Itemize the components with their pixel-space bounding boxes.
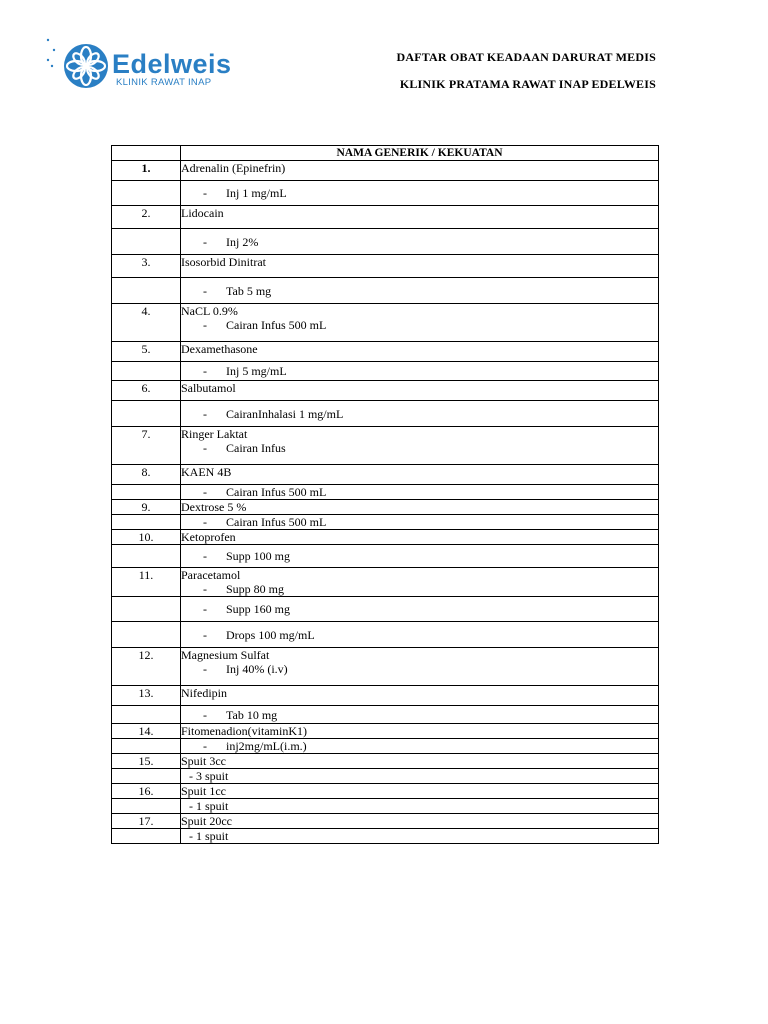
medicine-name: Ketoprofen <box>181 530 236 544</box>
table-row <box>112 381 659 401</box>
medicine-name: Dexamethasone <box>181 342 258 356</box>
medicine-strength <box>181 364 658 378</box>
row-number: 12. <box>112 648 181 686</box>
row-number: 11. <box>112 568 181 597</box>
table-row <box>112 706 659 724</box>
strength-text: Tab 5 mg <box>226 283 272 298</box>
strength-text: Inj 5 mg/mL <box>226 364 287 378</box>
bullet-dash: - <box>203 186 207 200</box>
bullet-dash: - <box>203 602 207 616</box>
table-row <box>112 545 659 568</box>
medicine-name: Adrenalin (Epinefrin) <box>181 161 286 175</box>
header-generic-name: NAMA GENERIK / KEKUATAN <box>181 146 659 161</box>
medicine-strength <box>181 318 658 332</box>
clinic-logo <box>44 36 234 96</box>
medicine-cell <box>181 427 659 465</box>
row-number <box>112 362 181 381</box>
table-row <box>112 181 659 206</box>
row-number: 9. <box>112 500 181 515</box>
row-number <box>112 278 181 304</box>
table-row <box>112 568 659 597</box>
table-row <box>112 724 659 739</box>
medicine-name: Salbutamol <box>181 381 236 395</box>
medicine-strength <box>181 662 658 676</box>
row-number <box>112 706 181 724</box>
table-row <box>112 161 659 181</box>
medicine-name: Spuit 1cc <box>181 784 226 798</box>
row-number <box>112 597 181 622</box>
bullet-dash: - <box>203 549 207 563</box>
header-number-cell <box>112 146 181 161</box>
medicine-cell <box>181 342 659 362</box>
table-row <box>112 304 659 342</box>
strength-text: Cairan Infus 500 mL <box>226 485 327 499</box>
medicine-name: Dextrose 5 % <box>181 500 247 514</box>
medicine-cell <box>181 706 659 724</box>
medicine-cell <box>181 304 659 342</box>
table-row <box>112 769 659 784</box>
table-row <box>112 597 659 622</box>
clinic-name-title: KLINIK PRATAMA RAWAT INAP EDELWEIS <box>399 77 656 91</box>
strength-text: Cairan Infus 500 mL <box>226 318 327 332</box>
medicine-name: Spuit 20cc <box>181 814 232 828</box>
medicine-cell <box>181 799 659 814</box>
table-row <box>112 500 659 515</box>
row-number <box>112 739 181 754</box>
medicine-cell <box>181 181 659 206</box>
table-row <box>112 799 659 814</box>
table-row <box>112 278 659 304</box>
medicine-strength <box>181 739 658 753</box>
medicine-cell <box>181 465 659 485</box>
row-number <box>112 229 181 255</box>
table-row <box>112 784 659 799</box>
medicine-strength <box>181 582 658 596</box>
strength-text: Supp 80 mg <box>226 582 285 596</box>
medicine-cell <box>181 206 659 229</box>
medicine-cell <box>181 485 659 500</box>
bullet-dash: - <box>203 283 207 298</box>
row-number <box>112 515 181 530</box>
medicine-strength <box>181 708 658 722</box>
strength-text: Tab 10 mg <box>226 707 278 722</box>
table-row <box>112 342 659 362</box>
row-number: 3. <box>112 255 181 278</box>
medicine-cell <box>181 597 659 622</box>
medicine-name: Lidocain <box>181 206 224 220</box>
bullet-dash: - <box>203 662 207 676</box>
bullet-dash: - <box>203 582 207 596</box>
strength-text: - 1 spuit <box>189 799 229 813</box>
medicine-name: Nifedipin <box>181 686 227 700</box>
medicine-name: Magnesium Sulfat <box>181 648 270 662</box>
row-number: 6. <box>112 381 181 401</box>
table-row <box>112 515 659 530</box>
medicine-cell <box>181 829 659 844</box>
table-row <box>112 530 659 545</box>
bullet-dash: - <box>203 234 207 249</box>
bullet-dash: - <box>203 515 207 529</box>
strength-text: Drops 100 mg/mL <box>226 627 315 642</box>
medicine-cell <box>181 739 659 754</box>
row-number <box>112 829 181 844</box>
medicine-cell <box>181 530 659 545</box>
medicine-cell <box>181 814 659 829</box>
bullet-dash: - <box>203 406 207 421</box>
medicine-strength <box>181 235 658 249</box>
strength-text: inj2mg/mL(i.m.) <box>226 739 307 753</box>
medicine-cell <box>181 515 659 530</box>
medicine-name: Fitomenadion(vitaminK1) <box>181 724 307 738</box>
table-row <box>112 754 659 769</box>
row-number <box>112 622 181 648</box>
medicine-cell <box>181 401 659 427</box>
bullet-dash: - <box>203 364 207 378</box>
medicine-strength <box>181 515 658 529</box>
medicine-name: Spuit 3cc <box>181 754 226 768</box>
logo-subtitle: KLINIK RAWAT INAP <box>116 77 212 88</box>
strength-text: Supp 160 mg <box>226 602 291 616</box>
medicine-cell <box>181 500 659 515</box>
bullet-dash: - <box>203 441 207 455</box>
table-row <box>112 622 659 648</box>
medicine-name: KAEN 4B <box>181 465 232 479</box>
medicine-cell <box>181 754 659 769</box>
emergency-medicine-table <box>111 145 659 844</box>
row-number <box>112 769 181 784</box>
table-row <box>112 465 659 485</box>
table-row <box>112 814 659 829</box>
row-number: 1. <box>112 161 181 181</box>
medicine-cell <box>181 769 659 784</box>
row-number <box>112 485 181 500</box>
document-title: DAFTAR OBAT KEADAAN DARURAT MEDIS <box>396 50 656 64</box>
table-row <box>112 739 659 754</box>
row-number: 7. <box>112 427 181 465</box>
medicine-name: Isosorbid Dinitrat <box>181 255 266 269</box>
medicine-cell <box>181 381 659 401</box>
medicine-strength <box>181 186 658 200</box>
medicine-cell <box>181 278 659 304</box>
medicine-strength <box>181 769 658 783</box>
medicine-strength <box>181 441 658 455</box>
medicine-cell <box>181 255 659 278</box>
row-number: 16. <box>112 784 181 799</box>
medicine-strength <box>181 602 658 616</box>
strength-text: - 1 spuit <box>189 829 229 843</box>
medicine-strength <box>181 284 658 298</box>
medicine-name: Paracetamol <box>181 568 241 582</box>
table-row <box>112 255 659 278</box>
table-row <box>112 362 659 381</box>
table-row <box>112 829 659 844</box>
medicine-cell <box>181 622 659 648</box>
row-number <box>112 799 181 814</box>
logo-brand-text: Edelweis <box>112 49 232 79</box>
table-row <box>112 229 659 255</box>
medicine-cell <box>181 686 659 706</box>
row-number: 8. <box>112 465 181 485</box>
table-row <box>112 485 659 500</box>
medicine-cell <box>181 545 659 568</box>
medicine-strength <box>181 628 658 642</box>
row-number: 17. <box>112 814 181 829</box>
medicine-cell <box>181 648 659 686</box>
row-number <box>112 181 181 206</box>
medicine-cell <box>181 784 659 799</box>
bullet-dash: - <box>203 318 207 332</box>
medicine-cell <box>181 161 659 181</box>
medicine-name: NaCL 0.9% <box>181 304 238 318</box>
strength-text: - 3 spuit <box>189 769 229 783</box>
row-number: 15. <box>112 754 181 769</box>
edelweis-flower-logo-icon <box>44 36 114 96</box>
strength-text: Inj 1 mg/mL <box>226 186 287 200</box>
table-row <box>112 401 659 427</box>
strength-text: Inj 40% (i.v) <box>226 662 288 676</box>
row-number: 10. <box>112 530 181 545</box>
bullet-dash: - <box>203 485 207 499</box>
table-header-row <box>112 146 659 161</box>
table-row <box>112 206 659 229</box>
medicine-cell <box>181 724 659 739</box>
medicine-strength <box>181 829 658 843</box>
table-row <box>112 686 659 706</box>
row-number <box>112 401 181 427</box>
row-number: 5. <box>112 342 181 362</box>
table-row <box>112 648 659 686</box>
table-body <box>112 161 659 844</box>
bullet-dash: - <box>203 707 207 722</box>
row-number <box>112 545 181 568</box>
medicine-strength <box>181 485 658 499</box>
strength-text: Cairan Infus 500 mL <box>226 515 327 529</box>
row-number: 2. <box>112 206 181 229</box>
medicine-strength <box>181 799 658 813</box>
bullet-dash: - <box>203 627 207 642</box>
medicine-cell <box>181 362 659 381</box>
medicine-strength <box>181 407 658 421</box>
medicine-cell <box>181 568 659 597</box>
table-row <box>112 427 659 465</box>
strength-text: Cairan Infus <box>226 441 286 455</box>
medicine-strength <box>181 549 658 563</box>
medicine-cell <box>181 229 659 255</box>
strength-text: CairanInhalasi 1 mg/mL <box>226 406 344 421</box>
row-number: 4. <box>112 304 181 342</box>
strength-text: Inj 2% <box>226 234 259 249</box>
row-number: 14. <box>112 724 181 739</box>
bullet-dash: - <box>203 739 207 753</box>
row-number: 13. <box>112 686 181 706</box>
strength-text: Supp 100 mg <box>226 549 291 563</box>
medicine-name: Ringer Laktat <box>181 427 248 441</box>
